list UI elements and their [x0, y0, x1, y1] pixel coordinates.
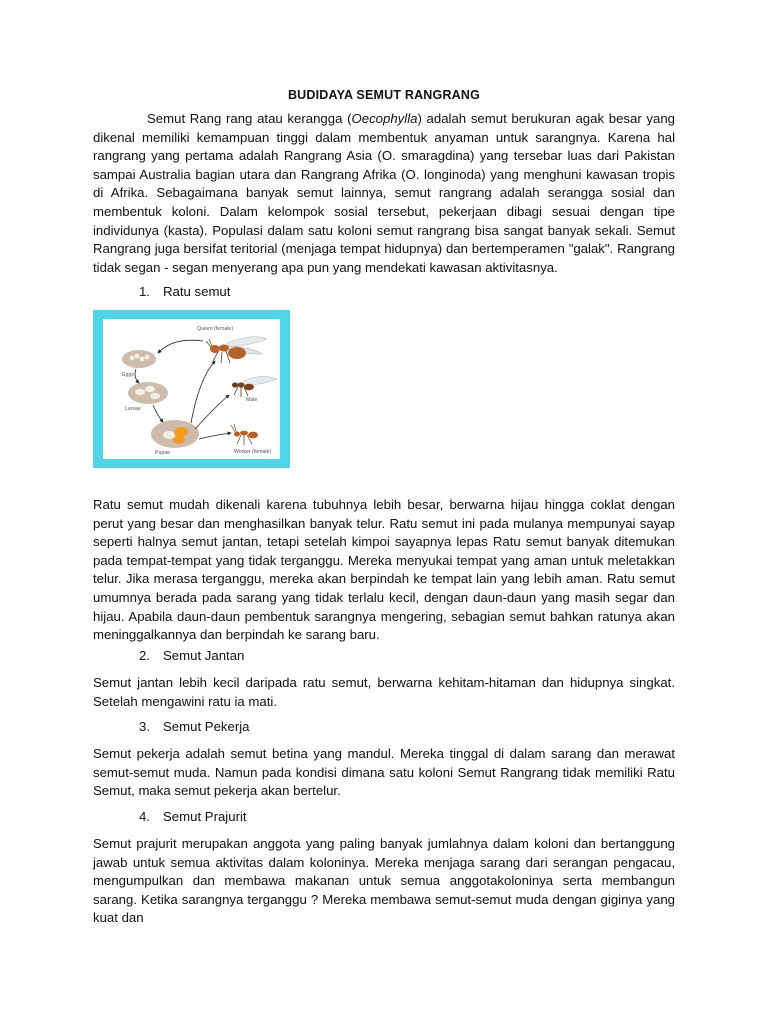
- section-body-ratu: Ratu semut mudah dikenali karena tubuhnya lebih besar, berwarna hijau hingga coklat dengan perut yang besar dan menghasilkan banyak telur. Ratu semut ini pada mulanya mempunyai sayap seperti halnya semut jantan, tetapi setelah kimpoi sayapnya lepas Ratu semut banyak ditemukan pada tempat-tempat yang tidak terganggu. Mereka menyukai tempat yang aman untuk meletakkan telur. Jika merasa terganggu, mereka akan berpindah ke tempat lain yang lebih aman. Ratu semut umumnya berada pada sarang yang tidak terlalu kecil, dengan daun-daun yang masih segar dan hijau. Apabila daun-daun pembentuk sarangnya mengering, sebagian semut bahkan ratunya akan meninggalkannya dan berpindah ke sarang baru.: [93, 497, 675, 643]
- section-number: 1.: [139, 284, 150, 299]
- label-pupae: Pupae: [155, 450, 171, 456]
- ant-life-cycle-figure: [93, 310, 290, 468]
- section-heading-jantan: [139, 647, 244, 666]
- life-cycle-diagram: [103, 319, 280, 459]
- document-title: BUDIDAYA SEMUT RANGRANG: [287, 88, 481, 102]
- section-number: 3.: [139, 719, 150, 734]
- label-male: Male: [246, 397, 258, 403]
- intro-paragraph: [93, 110, 675, 277]
- section-title: Semut Pekerja: [163, 719, 250, 734]
- label-larvae: Larvae: [125, 406, 141, 412]
- section-heading-pekerja: [139, 718, 250, 737]
- intro-text-start: Semut Rang rang atau kerangga (: [147, 111, 352, 126]
- section-number: 4.: [139, 809, 150, 824]
- section-heading-prajurit: [139, 808, 247, 827]
- label-queen: Queen (female): [197, 326, 234, 332]
- intro-text-end: ) adalah semut berukuran agak besar yang dikenal memiliki kemampuan tinggi dalam membentuk anyaman untuk sarangnya. Karena hal rangrang yang pertama adalah Rangrang Asia (O. smaragdina) yang tersebar luas dari Pakistan sampai Australia bagian utara dan Rangrang Afrika (O. longinoda) yang menghuni kawasan tropis di Afrika. Sebagaimana banyak semut lainnya, semut rangrang adalah serangga sosial dan membentuk koloni. Dalam kelompok sosial tersebut, pekerjaan dibagi sesuai dengan tipe individunya (kasta). Populasi dalam satu koloni semut rangrang bisa sangat banyak sekali. Semut Rangrang juga bersifat teritorial (menjaga tempat hidupnya) dan bertemperamen "galak". Rangrang tidak segan - segan menyerang apa pun yang mendekati kawasan aktivitasnya.: [93, 111, 676, 275]
- section-body-jantan: Semut jantan lebih kecil daripada ratu semut, berwarna kehitam-hitaman dan hidupnya singkat. Setelah mengawini ratu ia mati.: [93, 675, 675, 709]
- section-heading-ratu: [139, 283, 230, 302]
- label-worker: Worker (female): [234, 449, 272, 455]
- eggs-disc: [122, 350, 156, 368]
- label-eggs: Eggs: [122, 372, 134, 378]
- section-title: Semut Jantan: [163, 648, 245, 663]
- section-number: 2.: [139, 648, 150, 663]
- section-title: Semut Prajurit: [163, 809, 247, 824]
- section-body-pekerja: Semut pekerja adalah semut betina yang mandul. Mereka tinggal di dalam sarang dan merawat semut-semut muda. Namun pada kondisi dimana satu koloni Semut Rangrang tidak memiliki Ratu Semut, maka semut pekerja akan bertelur.: [93, 746, 675, 799]
- section-body-prajurit: Semut prajurit merupakan anggota yang paling banyak jumlahnya dalam koloni dan bertanggung jawab untuk semua aktivitas dalam koloninya. Mereka menjaga sarang dari serangan pengacau, mengumpulkan dan membawa makanan untuk semua anggotakoloninya serta membangun sarang. Ketika sarangnya terganggu ? Mereka membawa semut-semut muda dengan giginya yang kuat dan: [93, 836, 675, 926]
- section-title: Ratu semut: [163, 284, 231, 299]
- larvae-disc: [128, 382, 168, 404]
- intro-genus: Oecophylla: [351, 111, 418, 126]
